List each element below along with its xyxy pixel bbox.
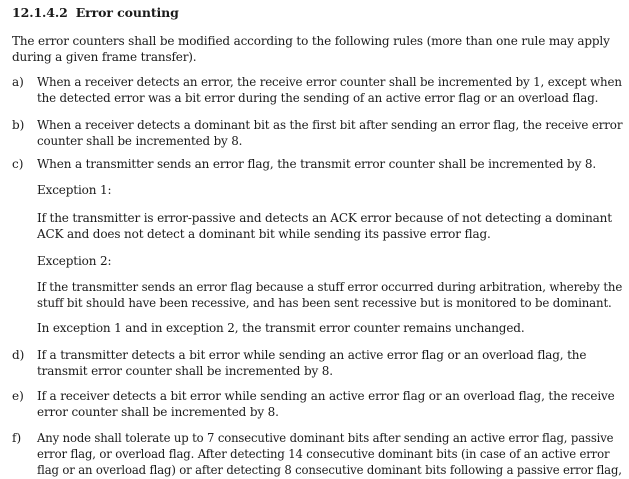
rule-c-label: c): [12, 157, 24, 171]
exception-line: If the transmitter is error-passive and detects an ACK error because of not detecting a dominant: [37, 211, 612, 225]
exception-1-text: [37, 210, 612, 242]
exception-line: If the transmitter sends an error flag because a stuff error occurred during arbitration, whereby the: [37, 280, 623, 294]
rule-b-label: b): [12, 118, 25, 132]
rule-a-label: a): [12, 75, 24, 89]
rule-c-text: [37, 156, 596, 172]
exception-line: stuff bit should have been recessive, and has been sent recessive but is monitored to be dominant.: [37, 296, 612, 310]
rule-line: the detected error was a bit error during the sending of an active error flag or an overload flag.: [37, 91, 599, 105]
rule-line: error flag, or overload flag. After detecting 14 consecutive dominant bits (in case of an active error: [37, 447, 610, 461]
rule-e-label: e): [12, 389, 24, 403]
exception-2-text: [37, 279, 622, 311]
rule-line: If a transmitter detects a bit error while sending an active error flag or an overload flag, the: [37, 348, 587, 362]
intro-paragraph: [12, 33, 610, 65]
rule-e-text: [37, 388, 615, 420]
exception-1-title: Exception 1:: [37, 183, 112, 197]
rule-line: When a receiver detects a dominant bit as the first bit after sending an error flag, the receive error: [37, 118, 623, 132]
exception-line: ACK and does not detect a dominant bit while sending its passive error flag.: [37, 227, 491, 241]
rule-line: When a receiver detects an error, the receive error counter shall be incremented by 1, except when: [37, 75, 622, 89]
rule-d-text: [37, 347, 586, 379]
rule-b-text: [37, 117, 622, 149]
section-number: 12.1.4.2: [12, 5, 68, 20]
exception-2-title: Exception 2:: [37, 254, 112, 268]
rule-line: When a transmitter sends an error flag, the transmit error counter shall be incremented by 8.: [37, 157, 597, 171]
rule-line: Any node shall tolerate up to 7 consecutive dominant bits after sending an active error flag, passive: [37, 431, 614, 445]
intro-line: The error counters shall be modified according to the following rules (more than one rule may apply: [12, 34, 610, 48]
intro-line: during a given frame transfer).: [12, 50, 197, 64]
rule-f-label: f): [12, 431, 22, 445]
exception-closing: In exception 1 and in exception 2, the transmit error counter remains unchanged.: [37, 321, 525, 335]
rule-line: transmit error counter shall be incremented by 8.: [37, 364, 333, 378]
rule-line: If a receiver detects a bit error while sending an active error flag or an overload flag, the receive: [37, 389, 615, 403]
rule-line: flag or an overload flag) or after detecting 8 consecutive dominant bits following a passive error flag,: [37, 463, 622, 477]
rule-d-label: d): [12, 348, 25, 362]
section-heading: [12, 5, 179, 20]
rule-a-text: [37, 74, 622, 106]
rule-f-text: [37, 430, 622, 478]
section-title: Error counting: [75, 5, 179, 20]
rule-line: counter shall be incremented by 8.: [37, 134, 243, 148]
rule-line: error counter shall be incremented by 8.: [37, 405, 279, 419]
